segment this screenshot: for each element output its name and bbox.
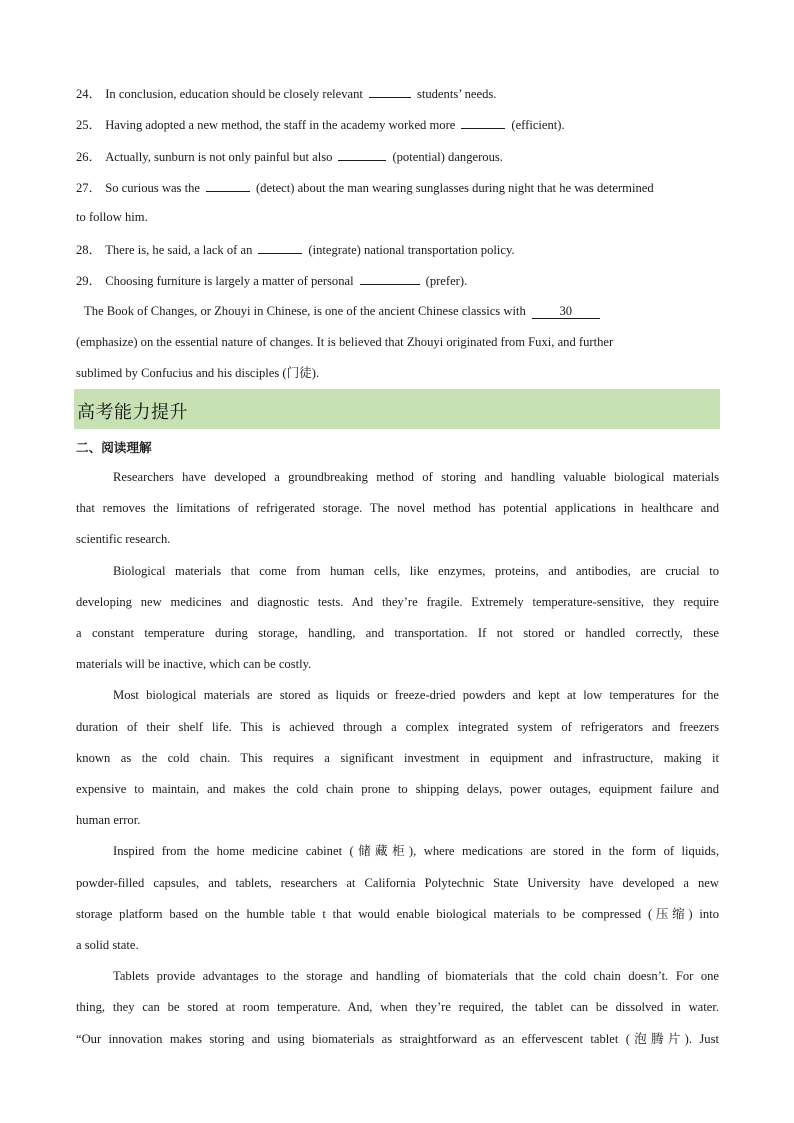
- answer-blank-30[interactable]: 30: [532, 305, 600, 319]
- passage-line: “Our innovation makes storing and using biomaterials as straightforward as an effervescent tablet (泡腾片). Just: [76, 1032, 719, 1046]
- question-27: 27． So curious was the (detect) about the man wearing sunglasses during night that he was determined: [76, 178, 654, 196]
- zhouyi-line-2: (emphasize) on the essential nature of changes. It is believed that Zhouyi originated from Fuxi, and further: [76, 335, 614, 349]
- zhouyi-line-3: sublimed by Confucius and his disciples (门徒).: [76, 366, 320, 380]
- answer-blank[interactable]: [338, 147, 386, 161]
- passage-line: Tablets provide advantages to the storage and handling of biomaterials that the cold chain doesn’t. For one: [113, 969, 719, 983]
- question-27-continuation: to follow him.: [76, 210, 148, 224]
- passage-line: powder-filled capsules, and tablets, researchers at California Polytechnic State University have developed a new: [76, 876, 719, 890]
- passage-line: materials will be inactive, which can be costly.: [76, 657, 312, 671]
- question-number: 29．: [76, 274, 102, 288]
- question-24: 24． In conclusion, education should be closely relevant students’ needs.: [76, 84, 496, 102]
- passage-line: Biological materials that come from human cells, like enzymes, proteins, and antibodies, are crucial to: [113, 564, 719, 578]
- passage-line: known as the cold chain. This requires a significant investment in equipment and infrastructure, making it: [76, 751, 719, 765]
- passage-line: a constant temperature during storage, handling, and transportation. If not stored or handled correctly, these: [76, 626, 719, 640]
- passage-line: human error.: [76, 813, 141, 827]
- passage-line: developing new medicines and diagnostic tests. And they’re fragile. Extremely temperature-sensitive, they require: [76, 595, 719, 609]
- answer-blank[interactable]: [258, 240, 302, 254]
- question-26: 26． Actually, sunburn is not only painful but also (potential) dangerous.: [76, 147, 503, 165]
- passage-line: duration of their shelf life. This is achieved through a complex integrated system of refrigerators and freezers: [76, 720, 719, 734]
- answer-blank[interactable]: [360, 271, 420, 285]
- passage-line: a solid state.: [76, 938, 139, 952]
- passage-line: storage platform based on the humble table t that would enable biological materials to be compressed (压缩) into: [76, 907, 719, 921]
- passage-line: Inspired from the home medicine cabinet (储藏柜), where medications are stored in the form of liquids,: [113, 844, 719, 858]
- passage-line: scientific research.: [76, 532, 171, 546]
- section-header-title: 高考能力提升: [77, 402, 188, 423]
- reading-comprehension-heading: 二、阅读理解: [76, 440, 152, 455]
- question-number: 28．: [76, 243, 102, 257]
- passage-line: Researchers have developed a groundbreaking method of storing and handling valuable biological materials: [113, 470, 719, 484]
- passage-line: that removes the limitations of refrigerated storage. The novel method has potential applications in healthcare and: [76, 501, 719, 515]
- question-number: 26．: [76, 150, 102, 164]
- question-25: 25． Having adopted a new method, the staff in the academy worked more (efficient).: [76, 115, 565, 133]
- section-header: [74, 389, 720, 429]
- passage-line: thing, they can be stored at room temperature. And, when they’re required, the tablet can be dissolved in water.: [76, 1000, 719, 1014]
- passage-line: expensive to maintain, and makes the cold chain prone to shipping delays, power outages, equipment failure and: [76, 782, 719, 796]
- passage-line: Most biological materials are stored as liquids or freeze-dried powders and kept at low temperatures for the: [113, 688, 719, 702]
- answer-blank[interactable]: [369, 84, 411, 98]
- question-number: 24．: [76, 87, 102, 101]
- question-number: 27．: [76, 181, 102, 195]
- zhouyi-line-1: The Book of Changes, or Zhouyi in Chinese, is one of the ancient Chinese classics with 30: [84, 303, 606, 319]
- question-29: 29． Choosing furniture is largely a matter of personal (prefer).: [76, 271, 467, 289]
- answer-blank[interactable]: [206, 178, 250, 192]
- answer-blank[interactable]: [461, 115, 505, 129]
- question-number: 25．: [76, 118, 102, 132]
- question-28: 28． There is, he said, a lack of an (integrate) national transportation policy.: [76, 240, 515, 258]
